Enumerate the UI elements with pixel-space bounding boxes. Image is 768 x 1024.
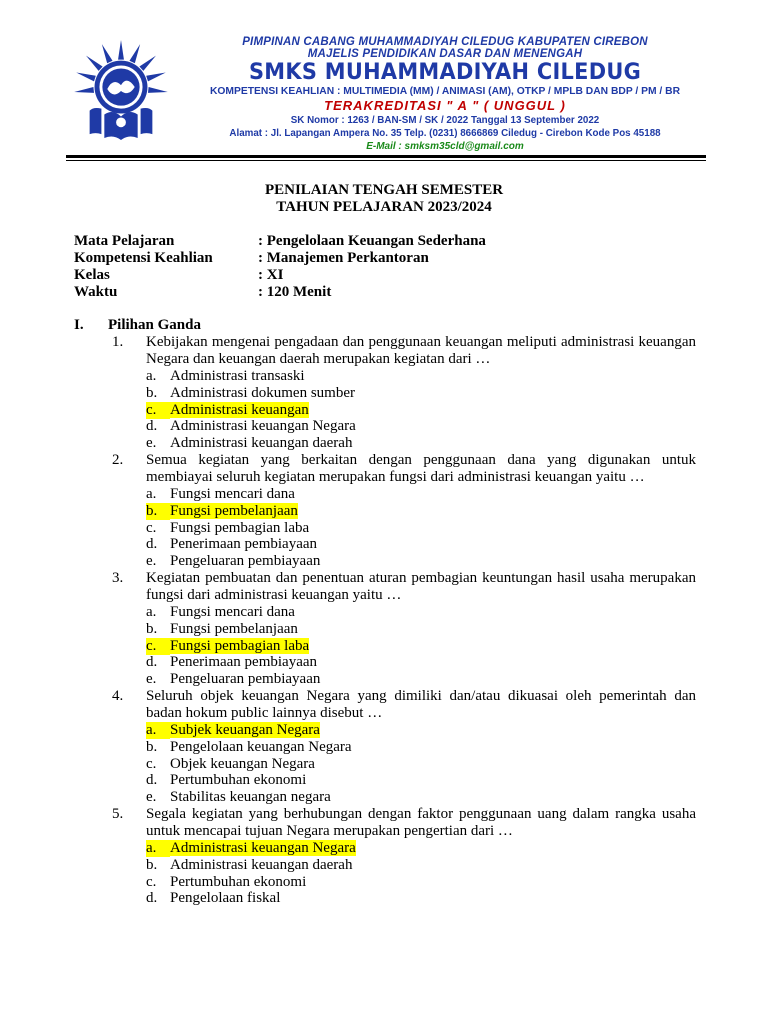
option-e — [74, 671, 696, 688]
question-text-row — [74, 334, 696, 368]
exam-title-line2: TAHUN PELAJARAN 2023/2024 — [276, 199, 492, 215]
option-text: Pengeluaran pembiayaan — [170, 671, 321, 688]
option-letter: b. — [146, 856, 158, 873]
option-letter: d. — [146, 654, 158, 671]
info-value: : Pengelolaan Keuangan Sederhana — [258, 233, 486, 249]
option-letter: e. — [146, 789, 157, 806]
question-text: Kebijakan mengenai pengadaan dan penggunaan keuangan meliputi administrasi keuangan Negara dan keuangan daerah merupakan kegiatan dari … — [146, 334, 696, 367]
option-e — [74, 435, 696, 452]
question-text-row — [74, 688, 696, 722]
option-c — [74, 756, 696, 773]
option-letter: b. — [146, 384, 158, 401]
option-text: Administrasi keuangan daerah — [170, 856, 353, 873]
info-row-time — [74, 284, 486, 301]
question-number: 5. — [112, 805, 124, 822]
option-letter: e. — [146, 553, 157, 570]
option-letter: e. — [146, 435, 157, 452]
question-text: Seluruh objek keuangan Negara yang dimiliki dan/atau dikuasai oleh pemerintah dan badan hokum public lainnya disebut … — [146, 687, 696, 721]
letterhead-rule-thick — [66, 155, 706, 158]
option-text: Administrasi dokumen sumber — [170, 384, 355, 401]
question-number: 3. — [112, 569, 124, 586]
option-letter: c. — [146, 873, 157, 890]
option-text: Fungsi pembelanjaan — [170, 502, 298, 519]
option-e — [74, 789, 696, 806]
option-d — [74, 890, 696, 907]
option-text: Subjek keuangan Negara — [170, 721, 320, 738]
option-text: Administrasi keuangan — [170, 401, 309, 418]
question-number: 4. — [112, 687, 124, 704]
option-c-highlighted — [74, 402, 696, 419]
letterhead — [0, 0, 768, 165]
question-text-row — [74, 806, 696, 840]
letterhead-rule-thin — [66, 160, 706, 161]
option-letter: c. — [146, 755, 157, 772]
option-text: Pertumbuhan ekonomi — [170, 772, 307, 789]
option-b — [74, 385, 696, 402]
question-text-row — [74, 570, 696, 604]
exam-info — [74, 233, 486, 301]
info-label: Waktu — [74, 284, 118, 300]
option-letter: a. — [146, 603, 157, 620]
option-a — [74, 486, 696, 503]
option-text: Objek keuangan Negara — [170, 755, 315, 772]
competencies: KOMPETENSI KEAHLIAN : MULTIMEDIA (MM) / ANIMASI (AM), OTKP / MPLB DAN BDP / PM / BR — [209, 86, 681, 97]
option-letter: d. — [146, 772, 158, 789]
info-value: : XI — [258, 267, 284, 283]
option-text: Penerimaan pembiayaan — [170, 654, 318, 671]
option-a-highlighted — [74, 722, 696, 739]
option-b-highlighted — [74, 503, 696, 520]
option-d — [74, 772, 696, 789]
option-e — [74, 553, 696, 570]
exam-title-line1: PENILAIAN TENGAH SEMESTER — [264, 182, 504, 198]
option-c — [74, 520, 696, 537]
option-letter: d. — [146, 536, 158, 553]
option-letter: a. — [146, 485, 157, 502]
info-row-subject — [74, 233, 486, 250]
option-letter: b. — [146, 620, 158, 637]
info-row-competency — [74, 250, 486, 267]
option-d — [74, 536, 696, 553]
info-label: Kelas — [74, 267, 110, 283]
multiple-choice-section — [74, 317, 696, 907]
option-text: Pengelolaan fiskal — [170, 890, 281, 907]
question-4 — [74, 688, 696, 806]
option-c — [74, 874, 696, 891]
option-b — [74, 857, 696, 874]
option-text: Stabilitas keuangan negara — [170, 789, 331, 806]
question-3 — [74, 570, 696, 688]
option-letter: a. — [146, 368, 157, 384]
question-text-row — [74, 452, 696, 486]
info-label: Kompetensi Keahlian — [74, 250, 213, 266]
option-text: Pengelolaan keuangan Negara — [170, 738, 352, 755]
option-letter: d. — [146, 890, 158, 907]
option-text: Pertumbuhan ekonomi — [170, 873, 307, 890]
option-text: Fungsi pembelanjaan — [170, 620, 298, 637]
option-text: Administrasi keuangan daerah — [170, 435, 353, 452]
option-letter: c. — [146, 402, 170, 419]
question-5 — [74, 806, 696, 907]
option-letter: a. — [146, 722, 170, 739]
option-text: Fungsi pembagian laba — [170, 637, 310, 654]
question-text: Kegiatan pembuatan dan penentuan aturan pembagian keuntungan hasil usaha merupakan fungsi dari administrasi keuangan yaitu … — [146, 569, 696, 603]
option-text: Fungsi mencari dana — [170, 485, 295, 502]
option-a — [74, 368, 696, 385]
school-email: E-Mail : smksm35cld@gmail.com — [366, 141, 524, 152]
letterhead-organization: PIMPINAN CABANG MUHAMMADIYAH CILEDUG KABUPATEN CIREBON — [242, 36, 648, 48]
option-letter: a. — [146, 840, 170, 857]
option-b — [74, 621, 696, 638]
option-letter: b. — [146, 738, 158, 755]
option-text: Administrasi transaski — [170, 368, 305, 384]
accreditation: TERAKREDITASI " A " ( UNGGUL ) — [324, 98, 566, 113]
option-letter: c. — [146, 638, 170, 655]
option-letter: c. — [146, 519, 157, 536]
question-1 — [74, 334, 696, 452]
option-letter: b. — [146, 503, 170, 520]
option-d — [74, 654, 696, 671]
option-letter: d. — [146, 418, 158, 435]
question-number: 2. — [112, 451, 124, 468]
question-text: Segala kegiatan yang berhubungan dengan faktor penggunaan uang dalam rangka usaha untuk mencapai tujuan Negara merupakan pengertian dari … — [146, 805, 696, 839]
option-text: Penerimaan pembiayaan — [170, 536, 318, 553]
option-text: Administrasi keuangan Negara — [170, 839, 356, 856]
section-title: Pilihan Ganda — [108, 317, 201, 333]
option-d — [74, 418, 696, 435]
letterhead-council: MAJELIS PENDIDIKAN DASAR DAN MENENGAH — [307, 48, 583, 60]
option-a — [74, 604, 696, 621]
section-number: I. — [74, 317, 84, 333]
info-value: : Manajemen Perkantoran — [258, 250, 429, 266]
question-number: 1. — [112, 334, 124, 350]
question-2 — [74, 452, 696, 570]
info-row-class — [74, 267, 486, 284]
exam-title — [0, 182, 768, 216]
option-text: Pengeluaran pembiayaan — [170, 553, 321, 570]
option-b — [74, 739, 696, 756]
muhammadiyah-logo-icon — [72, 38, 170, 142]
option-text: Administrasi keuangan Negara — [170, 418, 356, 435]
section-heading — [74, 317, 696, 334]
option-letter: e. — [146, 671, 157, 688]
option-c-highlighted — [74, 638, 696, 655]
info-label: Mata Pelajaran — [74, 233, 175, 249]
option-text: Fungsi pembagian laba — [170, 519, 310, 536]
option-text: Fungsi mencari dana — [170, 603, 295, 620]
info-value: : 120 Menit — [258, 284, 332, 300]
school-name: SMKS MUHAMMADIYAH CILEDUG — [248, 60, 642, 85]
decree-number: SK Nomor : 1263 / BAN-SM / SK / 2022 Tanggal 13 September 2022 — [290, 115, 600, 126]
school-address: Alamat : Jl. Lapangan Ampera No. 35 Telp. (0231) 8666869 Ciledug - Cirebon Kode Pos 45188 — [229, 128, 661, 139]
question-text: Semua kegiatan yang berkaitan dengan penggunaan dana yang digunakan untuk membiayai seluruh kegiatan merupakan fungsi dari administrasi keuangan yaitu … — [146, 451, 696, 485]
option-a-highlighted — [74, 840, 696, 857]
